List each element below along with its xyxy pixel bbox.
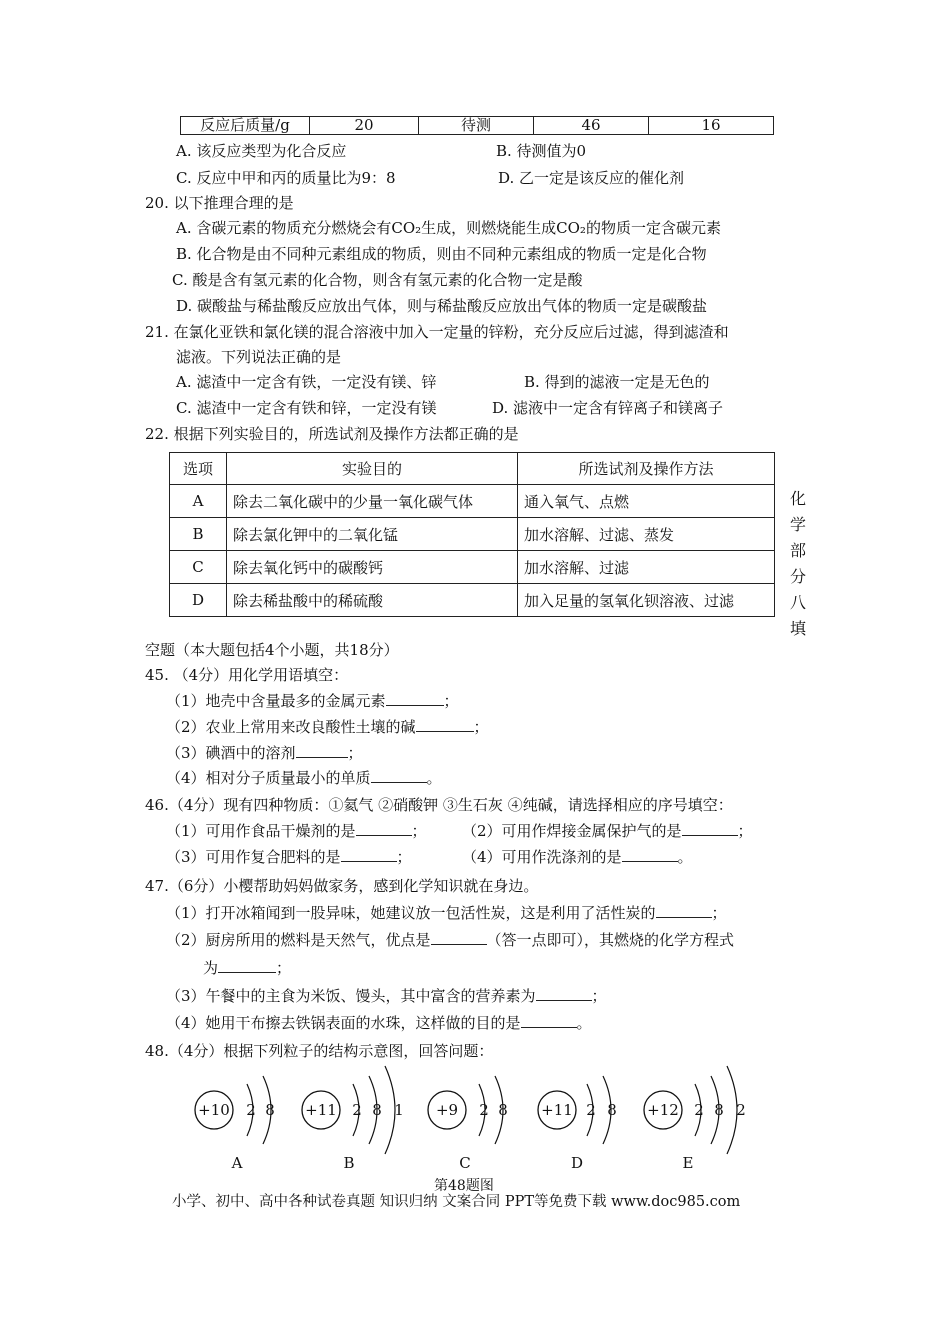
- table-cell: 除去氯化钾中的二氧化锰: [227, 518, 518, 551]
- q19-option-a: A. 该反应类型为化合反应: [176, 142, 347, 160]
- q19-option-b: B. 待测值为0: [496, 142, 587, 160]
- nucleus-label: +9: [435, 1101, 459, 1119]
- q45-item-1: （1）地壳中含量最多的金属元素 ；: [166, 692, 459, 710]
- shell-electrons: 2: [586, 1101, 596, 1119]
- q20-option-a: A. 含碳元素的物质充分燃烧会有CO₂生成，则燃烧能生成CO₂的物质一定含碳元素: [176, 219, 721, 237]
- vertical-char: 部: [789, 541, 806, 560]
- particle-a: [195, 1076, 275, 1172]
- table-cell: 通入氧气、点燃: [518, 485, 775, 518]
- mass-table-cell: 待测: [419, 117, 534, 135]
- q47-stem: 47.（6分）小樱帮助妈妈做家务，感到化学知识就在身边。: [145, 877, 539, 895]
- q47-item-3: （3）午餐中的主食为米饭、馒头，其中富含的营养素为 ；: [166, 987, 607, 1005]
- page-footer: 小学、初中、高中各种试卷真题 知识归纳 文案合同 PPT等免费下载 www.doc985.com: [172, 1194, 741, 1210]
- mass-table-cell: 46: [534, 117, 649, 135]
- q45-stem: 45. （4分）用化学用语填空：: [145, 666, 349, 684]
- shell-electrons: 8: [498, 1101, 508, 1119]
- table-cell: 加入足量的氢氧化钡溶液、过滤: [518, 584, 775, 617]
- particle-label: D: [570, 1154, 584, 1172]
- table-row: [170, 551, 775, 584]
- q46-item-3: （3）可用作复合肥料的是 ；: [166, 848, 412, 866]
- answer-blank[interactable]: [371, 768, 427, 783]
- mass-table-cell: 20: [310, 117, 419, 135]
- mass-table-cell: 16: [649, 117, 774, 135]
- answer-blank[interactable]: [622, 847, 678, 862]
- q47-item-1: （1）打开冰箱闻到一股异味，她建议放一包活性炭，这是利用了活性炭的 ；: [166, 904, 727, 922]
- answer-blank[interactable]: [356, 821, 412, 836]
- q20-option-c: C. 酸是含有氢元素的化合物，则含有氢元素的化合物一定是酸: [172, 271, 583, 289]
- table-cell: 加水溶解、过滤: [518, 551, 775, 584]
- table-row: [170, 485, 775, 518]
- particle-label: A: [231, 1154, 243, 1172]
- nucleus-label: +12: [647, 1101, 679, 1119]
- table-cell: A: [170, 485, 227, 518]
- q21-option-b: B. 得到的滤液一定是无色的: [524, 373, 710, 391]
- particle-diagram: [185, 1062, 765, 1172]
- figure-caption: 第48题图: [434, 1178, 494, 1194]
- table-cell: 加水溶解、过滤、蒸发: [518, 518, 775, 551]
- table-header: 选项: [170, 453, 227, 485]
- vertical-char: 填: [789, 619, 806, 638]
- table-header: 所选试剂及操作方法: [518, 453, 775, 485]
- q46-item-4: （4）可用作洗涤剂的是 。: [462, 848, 693, 866]
- shell-electrons: 8: [265, 1101, 275, 1119]
- answer-blank[interactable]: [416, 717, 474, 732]
- answer-blank[interactable]: [296, 743, 348, 758]
- answer-blank[interactable]: [682, 821, 738, 836]
- nucleus-label: +11: [305, 1101, 337, 1119]
- q21-option-d: D. 滤液中一定含有锌离子和镁离子: [492, 399, 724, 417]
- table-cell: B: [170, 518, 227, 551]
- shell-electrons: 8: [372, 1101, 382, 1119]
- q20-option-d: D. 碳酸盐与稀盐酸反应放出气体，则与稀盐酸反应放出气体的物质一定是碳酸盐: [176, 297, 708, 315]
- nucleus-label: +10: [198, 1101, 230, 1119]
- q47-item-4: （4）她用干布擦去铁锅表面的水珠，这样做的目的是 。: [166, 1014, 592, 1032]
- shell-electrons: 2: [694, 1101, 704, 1119]
- answer-blank[interactable]: [386, 691, 444, 706]
- particle-label: E: [682, 1154, 694, 1172]
- q21-option-a: A. 滤渣中一定含有铁，一定没有镁、锌: [176, 373, 437, 391]
- q46-stem: 46.（4分）现有四种物质：①氦气 ②硝酸钾 ③生石灰 ④纯碱，请选择相应的序号填空：: [145, 796, 733, 814]
- answer-blank[interactable]: [341, 847, 397, 862]
- particle-b: [302, 1066, 404, 1172]
- table-cell: D: [170, 584, 227, 617]
- q48-stem: 48.（4分）根据下列粒子的结构示意图，回答问题：: [145, 1042, 494, 1060]
- q47-item-2: （2）厨房所用的燃料是天然气，优点是 （答一点即可），其燃烧的化学方程式: [166, 931, 735, 949]
- q45-item-4: （4）相对分子质量最小的单质 。: [166, 769, 442, 787]
- q22-table: [169, 452, 775, 617]
- shell-electrons: 2: [352, 1101, 362, 1119]
- answer-blank[interactable]: [431, 930, 487, 945]
- shell-electrons: 2: [479, 1101, 489, 1119]
- q20-option-b: B. 化合物是由不同种元素组成的物质，则由不同种元素组成的物质一定是化合物: [176, 245, 707, 263]
- table-cell: 除去二氧化碳中的少量一氧化碳气体: [227, 485, 518, 518]
- shell-electrons: 2: [736, 1101, 746, 1119]
- table-header: 实验目的: [227, 453, 518, 485]
- q19-option-d: D. 乙一定是该反应的催化剂: [498, 169, 685, 187]
- vertical-char: 化: [789, 489, 806, 508]
- table-cell: C: [170, 551, 227, 584]
- q22-stem: 22. 根据下列实验目的，所选试剂及操作方法都正确的是: [145, 425, 519, 443]
- q45-item-2: （2）农业上常用来改良酸性土壤的碱 ；: [166, 718, 489, 736]
- table-row: [181, 117, 774, 135]
- vertical-char: 八: [789, 593, 806, 612]
- q21-option-c: C. 滤渣中一定含有铁和锌，一定没有镁: [176, 399, 437, 417]
- answer-blank[interactable]: [521, 1013, 577, 1028]
- section-heading-vertical: [786, 486, 810, 642]
- q47-item-2-cont: 为 ；: [203, 959, 292, 977]
- q46-item-1: （1）可用作食品干燥剂的是 ；: [166, 822, 427, 840]
- particle-e: [644, 1066, 746, 1172]
- table-cell: 除去氧化钙中的碳酸钙: [227, 551, 518, 584]
- table-row: [170, 584, 775, 617]
- mass-table-label: 反应后质量/g: [181, 117, 310, 135]
- answer-blank[interactable]: [536, 986, 592, 1001]
- shell-electrons: 1: [394, 1101, 404, 1119]
- q20-stem: 20. 以下推理合理的是: [145, 194, 294, 212]
- table-header-row: [170, 453, 775, 485]
- table-cell: 除去稀盐酸中的稀硫酸: [227, 584, 518, 617]
- particle-label: C: [459, 1154, 471, 1172]
- shell-electrons: 2: [246, 1101, 256, 1119]
- shell-electrons: 8: [714, 1101, 724, 1119]
- answer-blank[interactable]: [656, 903, 712, 918]
- table-row: [170, 518, 775, 551]
- shell-electrons: 8: [607, 1101, 617, 1119]
- mass-table: [180, 116, 774, 135]
- nucleus-label: +11: [541, 1101, 573, 1119]
- q19-option-c: C. 反应中甲和丙的质量比为9：8: [176, 169, 396, 187]
- particle-d: [538, 1076, 617, 1172]
- section-title: 空题（本大题包括4个小题，共18分）: [145, 641, 399, 659]
- particle-label: B: [343, 1154, 355, 1172]
- answer-blank[interactable]: [218, 958, 276, 973]
- q45-item-3: （3）碘酒中的溶剂 ；: [166, 744, 363, 762]
- particle-c: [428, 1076, 508, 1172]
- vertical-char: 学: [789, 515, 806, 534]
- q21-stem-line2: 滤液。下列说法正确的是: [176, 348, 342, 366]
- q21-stem-line1: 21. 在氯化亚铁和氯化镁的混合溶液中加入一定量的锌粉，充分反应后过滤，得到滤渣和: [145, 323, 729, 341]
- q46-item-2: （2）可用作焊接金属保护气的是 ；: [462, 822, 753, 840]
- vertical-char: 分: [789, 567, 806, 586]
